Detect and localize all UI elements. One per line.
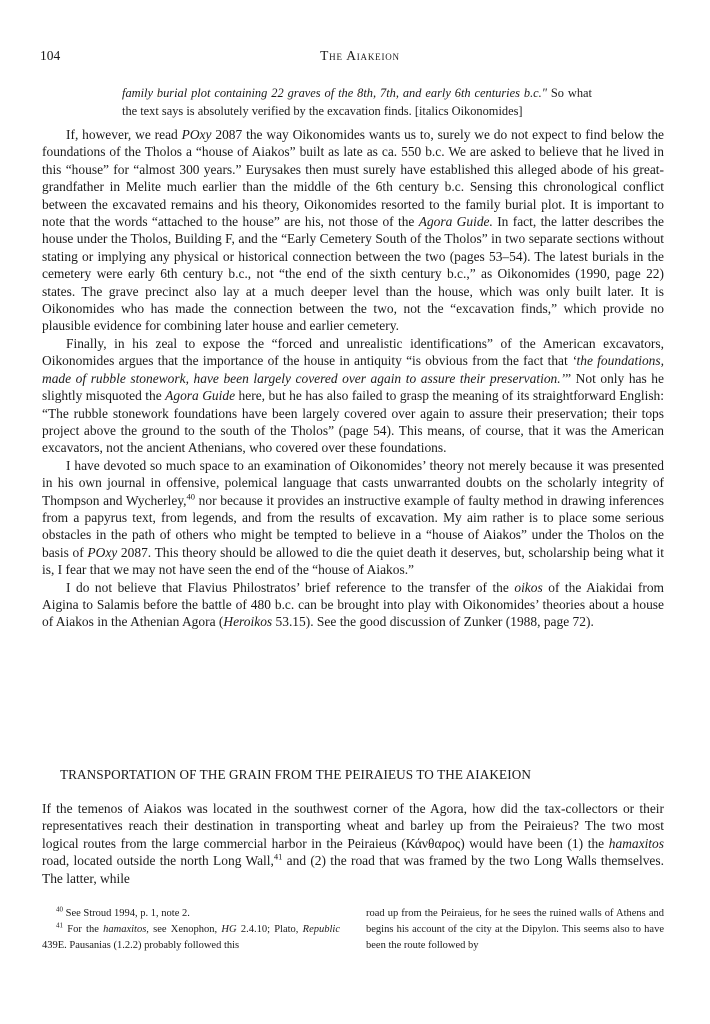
text-run: here, but he has also failed to grasp the meaning of its straightforward English: “The rubble stonework foundations have been largely covered over again to assure their preservation; their tops project above the ground to the south of the Tholos” (page 54). This means, of course, that it was the American excavators, not the ancient Athenians, who covered over these foundations. — [42, 388, 664, 456]
running-head — [40, 48, 680, 66]
text-run: 2087 the way Oikonomides wants us to, surely we do not expect to find below the foundations of the Tholos a “house of Aiakos” built as late as ca. 550 b.c. We are asked to believe that he lived in this “house” for “almost 300 years.” Eurysakes then must surely have established this alleged abode of his great-grandfather in Melite much earlier than the middle of the 6th century b.c. Sensing this chronological conflict between the excavated remains and his theory, Oikonomides resorted to the family burial plot. It is important to note that the words “attached to the house” are his, not those of the — [42, 127, 665, 230]
quote-italic: family burial plot containing 22 graves of the 8th, 7th, and early 6th centuries b.c." — [122, 86, 547, 100]
running-head-title: The Aiakeion — [320, 48, 400, 63]
footnote-41 — [42, 922, 340, 954]
text-run: of the Aiakidai from Aigina to Salamis before the battle of 480 b.c. can be brought into play with Oikonomides’ theories about a house of Aiakos in the Athenian Agora ( — [42, 579, 664, 630]
footnote-number: 41 — [56, 921, 63, 930]
text-run-italic: POxy — [181, 127, 212, 142]
footnote-40 — [42, 906, 340, 922]
footnote-text-italic: HG — [221, 924, 237, 935]
text-run-italic: oikos — [514, 579, 543, 595]
footnote-ref-41[interactable]: 41 — [273, 851, 283, 862]
text-run: I do not believe that Flavius Philostratos’ brief reference to the transfer of the — [66, 579, 515, 595]
page-number: 104 — [40, 48, 61, 63]
text-run-italic: Agora Guide. — [418, 214, 493, 230]
footnote-text: 439E. Pausanias (1.2.2) probably followed this — [42, 940, 240, 951]
footnote-ref-40[interactable]: 40 — [186, 491, 196, 502]
footnote-text: For the — [63, 924, 104, 935]
footnote-text: see Xenophon, — [148, 924, 222, 935]
text-run-italic: Heroikos — [223, 614, 273, 630]
text-run: 2087. This theory should be allowed to die the quiet death it deserves, but, scholarship being what it is, I fear that we may not have seen the end of the “house of Aiakos.” — [42, 544, 664, 578]
paragraph-3 — [42, 457, 664, 579]
text-run: ” Not only has he slightly misquoted the — [42, 370, 664, 404]
text-run-italic: ‘the foundations, made of rubble stonework, have been largely covered over again to assure their preservation.’ — [42, 353, 664, 386]
section-heading: TRANSPORTATION OF THE GRAIN FROM THE PEIRAIEUS TO THE AIAKEION — [60, 767, 531, 782]
paragraph-2 — [42, 335, 664, 457]
footnote-number: 40 — [56, 905, 63, 914]
text-run: Finally, in his zeal to expose the “forced and unrealistic identifications” of the American excavators, Oikonomides argues that the importance of the house in antiquity “is obvious from the fact that — [42, 335, 664, 369]
paragraph-1 — [42, 126, 664, 335]
footnote-41-continued: road up from the Peiraieus, for he sees the ruined walls of Athens and begins his account of the city at the Dipylon. This seems also to have been the route followed by — [366, 908, 664, 951]
section-text — [42, 800, 664, 887]
block-quote — [122, 84, 592, 120]
footnotes-left-column — [42, 906, 340, 954]
text-run: 53.15). See the good discussion of Zunker (1988, page 72). — [272, 614, 594, 630]
text-run-italic: Agora Guide — [165, 388, 236, 404]
text-run-italic: POxy — [87, 544, 118, 560]
text-run: and (2) the road that was framed by the two Long Walls themselves. The latter, while — [42, 853, 664, 886]
text-run: nor because it provides an instructive example of faulty method in drawing inferences from a papyrus text, from legends, and from the results of excavation. My aim rather is to place some serious obstacles in the path of others who might be tempted to believe in a “house of Aiakos” under the Tholos on the basis of — [42, 492, 664, 560]
text-run: If the temenos of Aiakos was located in the southwest corner of the Agora, how did the tax-collectors or their representatives reach their destination in transporting wheat and barley up from the Peiraieus? The two most logical routes from the large commercial harbor in the Peiraieus (Κάνθαρος) would have been (1) the — [42, 801, 664, 851]
paragraph-5 — [42, 800, 664, 887]
footnotes-right-column — [366, 906, 664, 954]
footnote-text-italic: Republic — [302, 924, 340, 935]
body-text — [42, 126, 664, 631]
quote-tail: So what the text says is absolutely verified by the excavation finds. [italics Oikonomides] — [122, 86, 592, 118]
text-run: In fact, the latter describes the house under the Tholos, Building F, and the “Early Cemetery South of the Tholos” in two separate sections without stating or implying any physical or historical connection between the two (pages 53–54). The latest burials in the cemetery were early 6th century b.c., not “the end of the sixth century b.c.,” as Oikonomides (1990, page 22) states. The grave precinct also lay at a much deeper level than the house, which was only built later. It is Oikonomides who has made the connection between the two, not the “excavation finds,” which provide no plausible evidence for combining later house and earlier cemetery. — [42, 214, 665, 334]
text-run: road, located outside the north Long Wall, — [42, 853, 274, 869]
footnote-text: See Stroud 1994, p. 1, note 2. — [63, 908, 190, 919]
text-run: If, however, we read — [66, 127, 182, 142]
paragraph-4 — [42, 579, 664, 631]
text-run: I have devoted so much space to an examination of Oikonomides’ theory not merely because it was presented in his own journal in offensive, polemical language that casts unwarranted doubts on the scholarly integrity of Thompson and Wycherley, — [42, 457, 664, 508]
footnote-text-italic: hamaxitos, — [103, 924, 149, 935]
footnote-text: 2.4.10; Plato, — [236, 924, 303, 935]
text-run-italic: hamaxitos — [608, 835, 664, 851]
